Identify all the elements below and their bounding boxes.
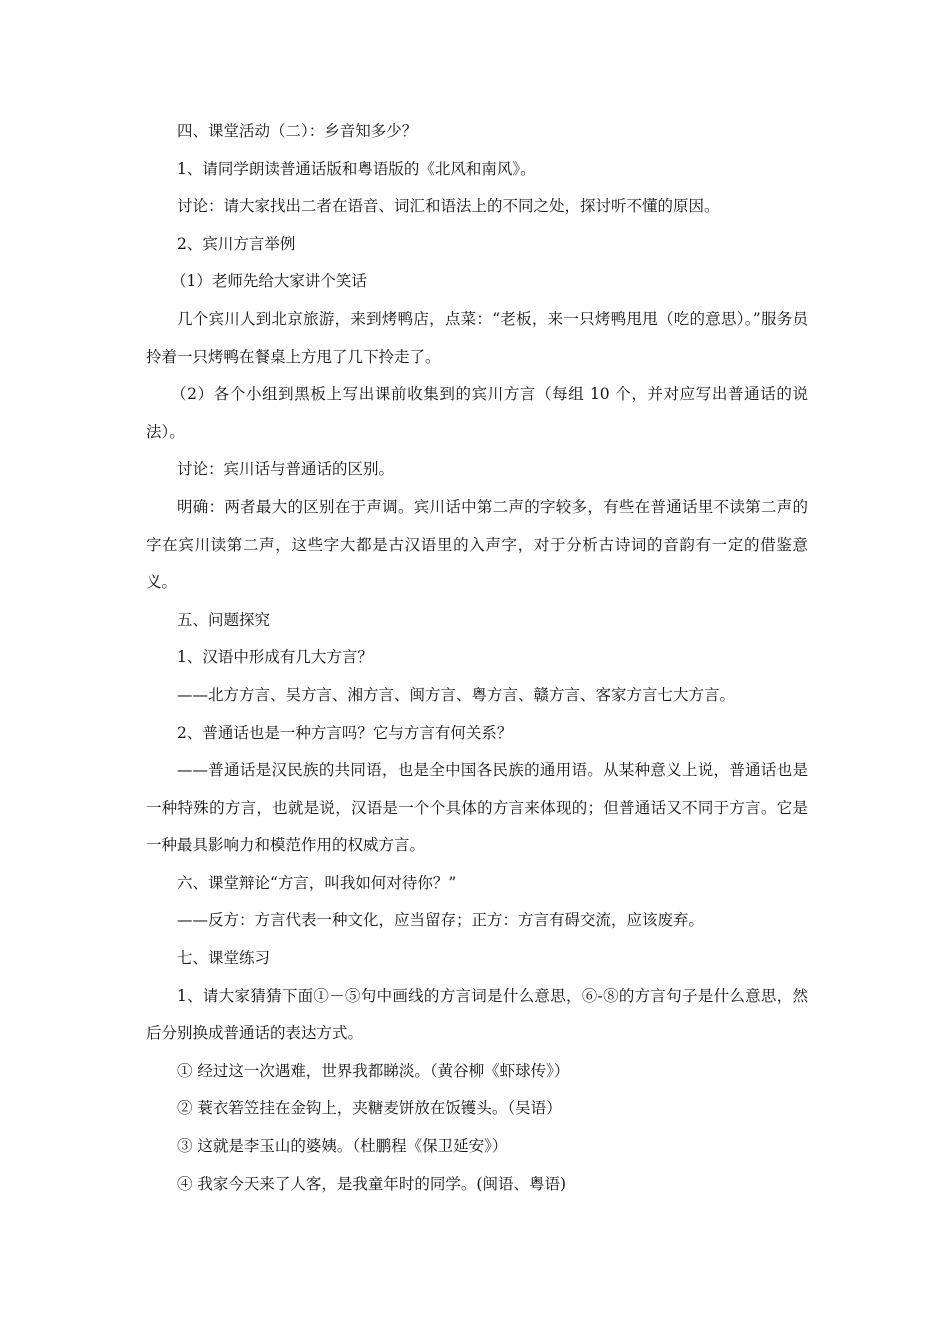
document-body: [146, 113, 808, 1203]
section-heading-5: 五、问题探究: [177, 610, 271, 629]
example-sentence: ① 经过这一次遇难，世界我都睇淡。（黄谷柳《虾球传》）: [177, 1061, 570, 1080]
section-heading-6: 六、课堂辩论“方言，叫我如何对待你？”: [177, 873, 457, 892]
example-sentence: ③ 这就是李玉山的婆姨。（杜鹏程《保卫延安》）: [177, 1137, 508, 1156]
paragraph: 讨论：请大家找出二者在语音、词汇和语法上的不同之处，探讨听不懂的原因。: [177, 197, 720, 216]
paragraph: 几个宾川人到北京旅游，来到烤鸭店，点菜：“老板，来一只烤鸭甩甩（吃的意思）。”服务员拎着一只烤鸭在餐桌上方甩了几下拎走了。: [146, 309, 808, 366]
paragraph: 1、请大家猜猜下面①－⑤句中画线的方言词是什么意思，⑥-⑧的方言句子是什么意思，然后分别换成普通话的表达方式。: [146, 986, 808, 1043]
paragraph: ——反方：方言代表一种文化，应当留存；正方：方言有碍交流，应该废弃。: [177, 911, 705, 930]
example-sentence: ② 蓑衣箬笠挂在金钩上，夹糖麦饼放在饭镬头。（吴语）: [177, 1099, 562, 1118]
example-sentence: ④ 我家今天来了人客，是我童年时的同学。(闽语、粤语): [177, 1174, 567, 1193]
paragraph: 讨论：宾川话与普通话的区别。: [177, 460, 395, 479]
section-heading-4: 四、课堂活动（二）：乡音知多少？: [177, 122, 418, 140]
section-heading-7: 七、课堂练习: [177, 949, 271, 968]
paragraph: 明确：两者最大的区别在于声调。宾川话中第二声的字较多，有些在普通话里不读第二声的字在宾川读第二声，这些字大都是古汉语里的入声字，对于分析古诗词的音韵有一定的借鉴意义。: [146, 497, 808, 592]
paragraph: 1、汉语中形成有几大方言？: [177, 648, 373, 667]
paragraph: 1、请同学朗读普通话版和粤语版的《北风和南风》。: [177, 159, 536, 178]
paragraph: （1）老师先给大家讲个笑话: [171, 272, 367, 291]
paragraph: ——北方方言、吴方言、湘方言、闽方言、粤方言、赣方言、客家方言七大方言。: [177, 685, 736, 704]
paragraph: ——普通话是汉民族的共同语，也是全中国各民族的通用语。从某种意义上说，普通话也是一种特殊的方言，也就是说，汉语是一个个具体的方言来体现的；但普通话又不同于方言。它是一种最具影响力和模范作用的权威方言。: [146, 761, 808, 855]
paragraph: 2、宾川方言举例: [177, 234, 296, 253]
paragraph: （2）各个小组到黑板上写出课前收集到的宾川方言（每组 10 个，并对应写出普通话的说法）。: [146, 385, 808, 441]
paragraph: 2、普通话也是一种方言吗？它与方言有何关系？: [177, 723, 513, 742]
